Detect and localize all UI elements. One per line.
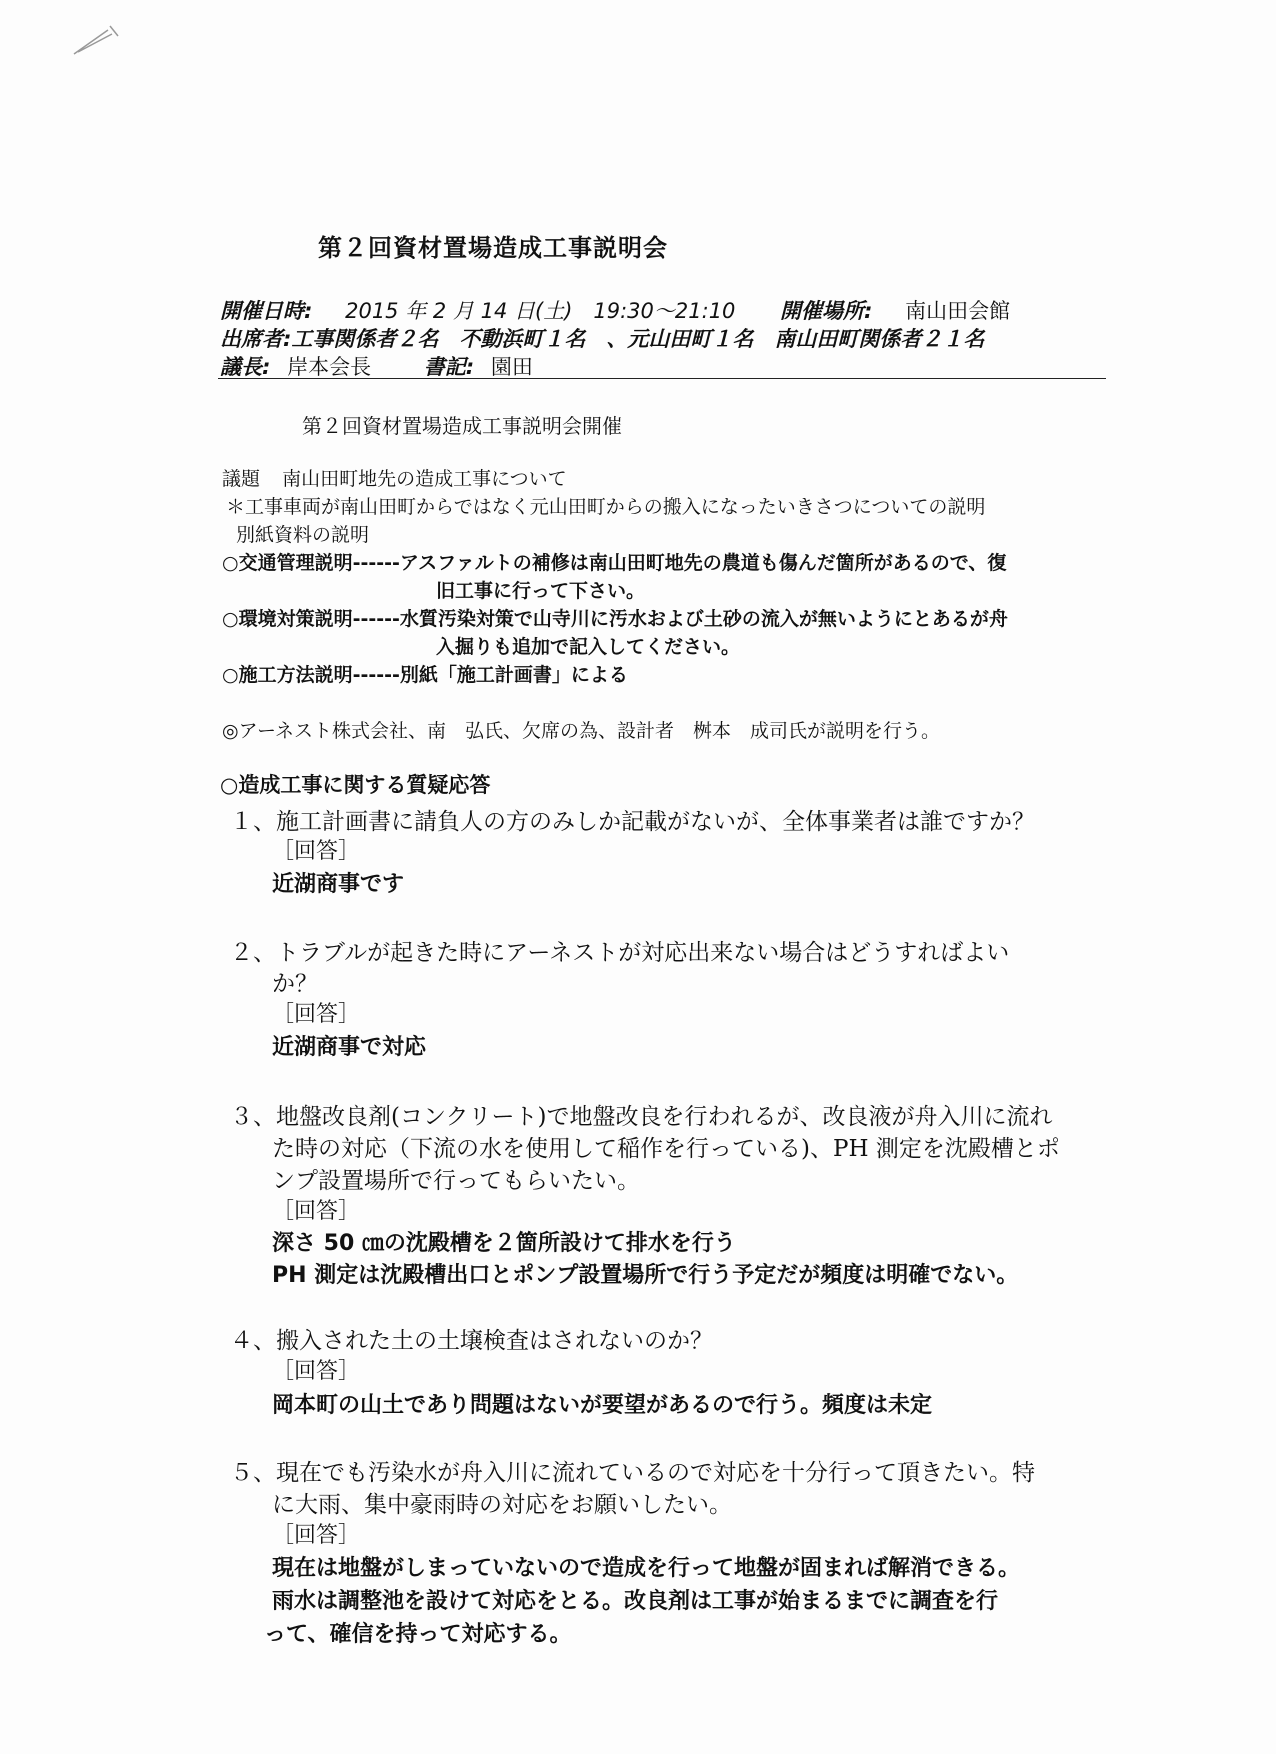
question-5-line-1: ５、現在でも汚染水が舟入川に流れているので対応を十分行って頂きたい。特: [230, 1460, 1035, 1486]
answer-2-label: ［回答］: [272, 1002, 361, 1027]
answer-5-line-1: 現在は地盤がしまっていないので造成を行って地盤が固まれば解消できる。: [272, 1556, 1021, 1581]
traffic-explanation-line-2: 旧工事に行って下さい。: [436, 580, 646, 602]
meeting-subtitle: 第２回資材置場造成工事説明会開催: [302, 414, 622, 438]
agenda-topic: 南山田町地先の造成工事について: [282, 468, 567, 490]
header-divider: [218, 378, 1106, 379]
attendees-row: [220, 323, 984, 353]
date-label: 開催日時:: [220, 299, 313, 323]
agenda-label: 議題: [222, 468, 261, 490]
traffic-explanation-line-1: ○交通管理説明------アスファルトの補修は南山田町地先の農道も傷んだ箇所があるので、復: [222, 552, 1007, 574]
meeting-place-row: [780, 295, 1010, 325]
answer-1-label: ［回答］: [272, 839, 361, 864]
answer-3-line-1: 深さ 50 ㎝の沈殿槽を２箇所設けて排水を行う: [272, 1231, 736, 1256]
environment-explanation-line-2: 入掘りも追加で記入してください。: [436, 636, 741, 658]
answer-1-line-1: 近湖商事です: [272, 872, 405, 897]
answer-5-line-2: 雨水は調整池を設けて対応をとる。改良剤は工事が始まるまでに調査を行: [272, 1589, 999, 1614]
agenda-note-1: ＊工事車両が南山田町からではなく元山田町からの搬入になったいきさつについての説明: [226, 496, 986, 518]
agenda-row: [222, 464, 567, 491]
answer-5-line-3: って、確信を持って対応する。: [264, 1622, 572, 1647]
answer-4-line-1: 岡本町の山土であり問題はないが要望があるので行う。頻度は未定: [272, 1393, 933, 1418]
answer-2-line-1: 近湖商事で対応: [272, 1035, 427, 1060]
clerk-value: 園田: [490, 355, 533, 379]
answer-3-line-2: PH 測定は沈殿槽出口とポンプ設置場所で行う予定だが頻度は明確でない。: [272, 1263, 1019, 1288]
chair-label: 議長:: [220, 355, 271, 379]
chair-clerk-row: [220, 351, 533, 381]
meeting-datetime-row: [220, 295, 735, 325]
pen-scribble-mark: [68, 18, 128, 58]
question-2-line-2: か？: [272, 971, 318, 997]
question-4-line-1: ４、搬入された土の土壌検査はされないのか？: [230, 1328, 713, 1354]
question-1-line-1: １、施工計画書に請負人の方のみしか記載がないが、全体事業者は誰ですか？: [230, 809, 1035, 835]
question-3-line-2: た時の対応（下流の水を使用して稲作を行っている)、PH 測定を沈殿槽とポ: [272, 1136, 1060, 1162]
answer-4-label: ［回答］: [272, 1359, 361, 1384]
place-label: 開催場所:: [780, 299, 873, 323]
question-3-line-3: ンプ設置場所で行ってもらいたい。: [272, 1168, 640, 1194]
question-5-line-2: に大雨、集中豪雨時の対応をお願いしたい。: [272, 1492, 732, 1518]
answer-3-label: ［回答］: [272, 1199, 361, 1224]
qa-heading: ○造成工事に関する質疑応答: [220, 773, 491, 797]
question-2-line-1: ２、トラブルが起きた時にアーネストが対応出来ない場合はどうすればよい: [230, 940, 1010, 966]
presenter-remark: ◎アーネスト株式会社、南 弘氏、欠席の為、設計者 桝本 成司氏が説明を行う。: [222, 720, 941, 742]
date-value: 2015 年 2 月 14 日(土) 19:30～21:10: [345, 299, 736, 323]
chair-value: 岸本会長: [287, 355, 372, 379]
document-title: 第２回資材置場造成工事説明会: [318, 234, 668, 262]
agenda-note-2: 別紙資料の説明: [236, 524, 370, 546]
method-explanation: ○施工方法説明------別紙「施工計画書」による: [222, 664, 628, 686]
clerk-label: 書記:: [423, 355, 475, 379]
attendees-text: 出席者:工事関係者２名 不動浜町１名 、元山田町１名 南山田町関係者２１名: [220, 327, 985, 351]
environment-explanation-line-1: ○環境対策説明------水質汚染対策で山寺川に汚水および土砂の流入が無いようにとあるが舟: [222, 608, 1008, 630]
answer-5-label: ［回答］: [272, 1523, 361, 1548]
question-3-line-1: ３、地盤改良剤(コンクリート)で地盤改良を行われるが、改良液が舟入川に流れ: [230, 1104, 1053, 1130]
place-value: 南山田会館: [905, 299, 1011, 323]
